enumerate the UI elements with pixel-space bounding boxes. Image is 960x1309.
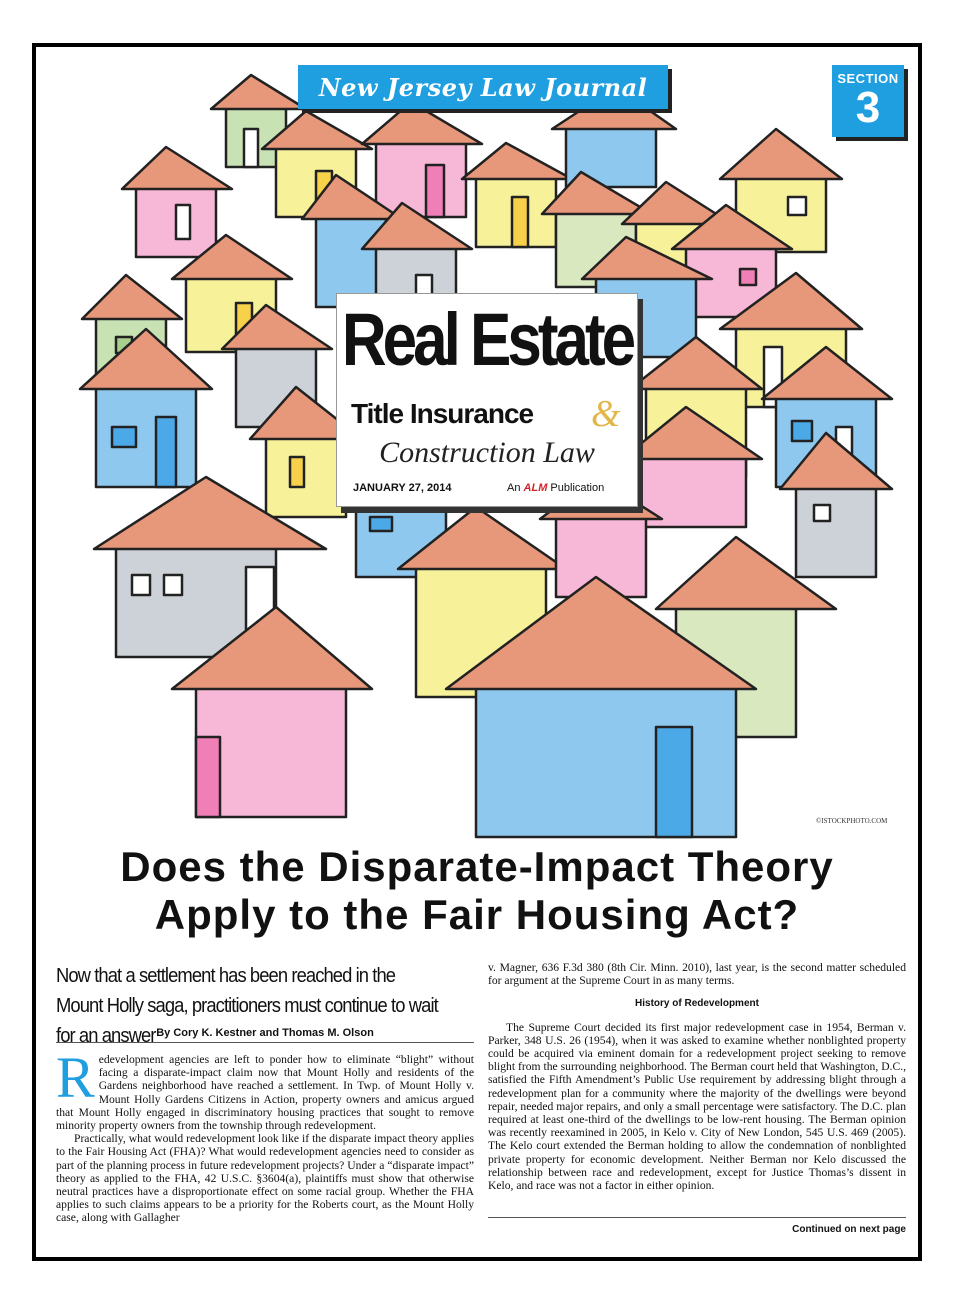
article-column-left xyxy=(56,1045,474,1225)
article-column-right xyxy=(488,961,906,1192)
paragraph-1: edevelopment agencies are left to ponder how to eliminate “blight” without facing a disparate-impact claim now that Mount Holly and residents of the Gardens neighborhood have reached a settlement. In Twp. of Mount Holly v. Mount Holly Gardens Citizens in Action, property owners and amicus argued that Mount Holly engaged in discriminatory housing practices that sought to remove minority property owners from the township through redevelopment. xyxy=(56,1053,474,1133)
title-construction-law: Construction Law xyxy=(379,436,595,469)
headline-line-1: Does the Disparate-Impact Theory xyxy=(120,843,834,890)
masthead-name: New Jersey Law Journal xyxy=(318,72,648,102)
publisher-prefix: An xyxy=(507,482,521,494)
page-frame xyxy=(32,43,922,1261)
drop-cap: R xyxy=(56,1045,95,1110)
headline xyxy=(36,843,918,939)
section-badge xyxy=(832,65,904,137)
section-label: SECTION xyxy=(837,71,899,86)
issue-date: JANUARY 27, 2014 xyxy=(353,482,452,494)
title-real-estate: Real Estate xyxy=(341,299,633,382)
ampersand: & xyxy=(591,393,621,435)
masthead-banner xyxy=(298,65,668,109)
photo-credit: ©ISTOCKPHOTO.COM xyxy=(816,817,888,825)
byline: By Cory K. Kestner and Thomas M. Olson xyxy=(56,1027,474,1043)
publisher-line xyxy=(507,482,604,494)
section-number: 3 xyxy=(855,83,881,132)
paragraph-2: Practically, what would redevelopment look like if the disparate impact theory applies to the Fair Housing Act (FHA)? What would redevelopment agencies need to consider as part of the planning process in future redevelopment projects? Under a “disparate impact” theory as applied to the FHA, 42 U.S.C. §3604(a), plaintiffs must show that otherwise neutral practices have a disproportionate effect on some racial group. Whether the FHA applies to such claims appears to be a priority for the Roberts court, as the Mount Holly case, along with Gallagher xyxy=(56,1132,474,1225)
headline-line-2: Apply to the Fair Housing Act? xyxy=(154,891,800,938)
supplement-title-box xyxy=(336,293,638,507)
paragraph-3: v. Magner, 636 F.3d 380 (8th Cir. Minn. 2010), last year, is the second matter scheduled for argument at the Supreme Court in as many terms. xyxy=(488,961,906,988)
publisher-suffix: Publication xyxy=(550,482,605,494)
deck: Now that a settlement has been reached in the Mount Holly saga, practitioners must continue to wait for an answer xyxy=(56,965,438,1047)
alm-logo: ALM xyxy=(523,482,548,494)
continued-link[interactable]: Continued on next page xyxy=(488,1217,906,1235)
subhead-history: History of Redevelopment xyxy=(635,998,759,1010)
title-insurance: Title Insurance xyxy=(351,398,534,429)
paragraph-4: The Supreme Court decided its first major redevelopment case in 1954, Berman v. Parker, 348 U.S. 26 (1954), when it was asked to examine whether nonblighted property could be acquired via eminent domain for a redevelopment project seeking to remove blight from the surrounding neighborhood. The Berman court held that Washington, D.C., satisfied the Fifth Amendment’s Public Use requirement by addressing blight through a redevelopment plan for a community where the majority of the dwellings were beyond repair, needed major repairs, and only a small percentage were satisfactory. The D.C. plan required at least one-third of the dwellings to be low-rent housing. The Berman opinion was recently reexamined in 2005, in Kelo v. City of New London, 545 U.S. 469 (2005). The Kelo court extended the Berman holding to allow the condemnation of nonblighted private property for economic development. Neither Berman nor Kelo discussed the relationship between race and redevelopment, except for Justice Thomas’s dissent in Kelo, and race was not a factor in either opinion. xyxy=(488,1020,906,1193)
